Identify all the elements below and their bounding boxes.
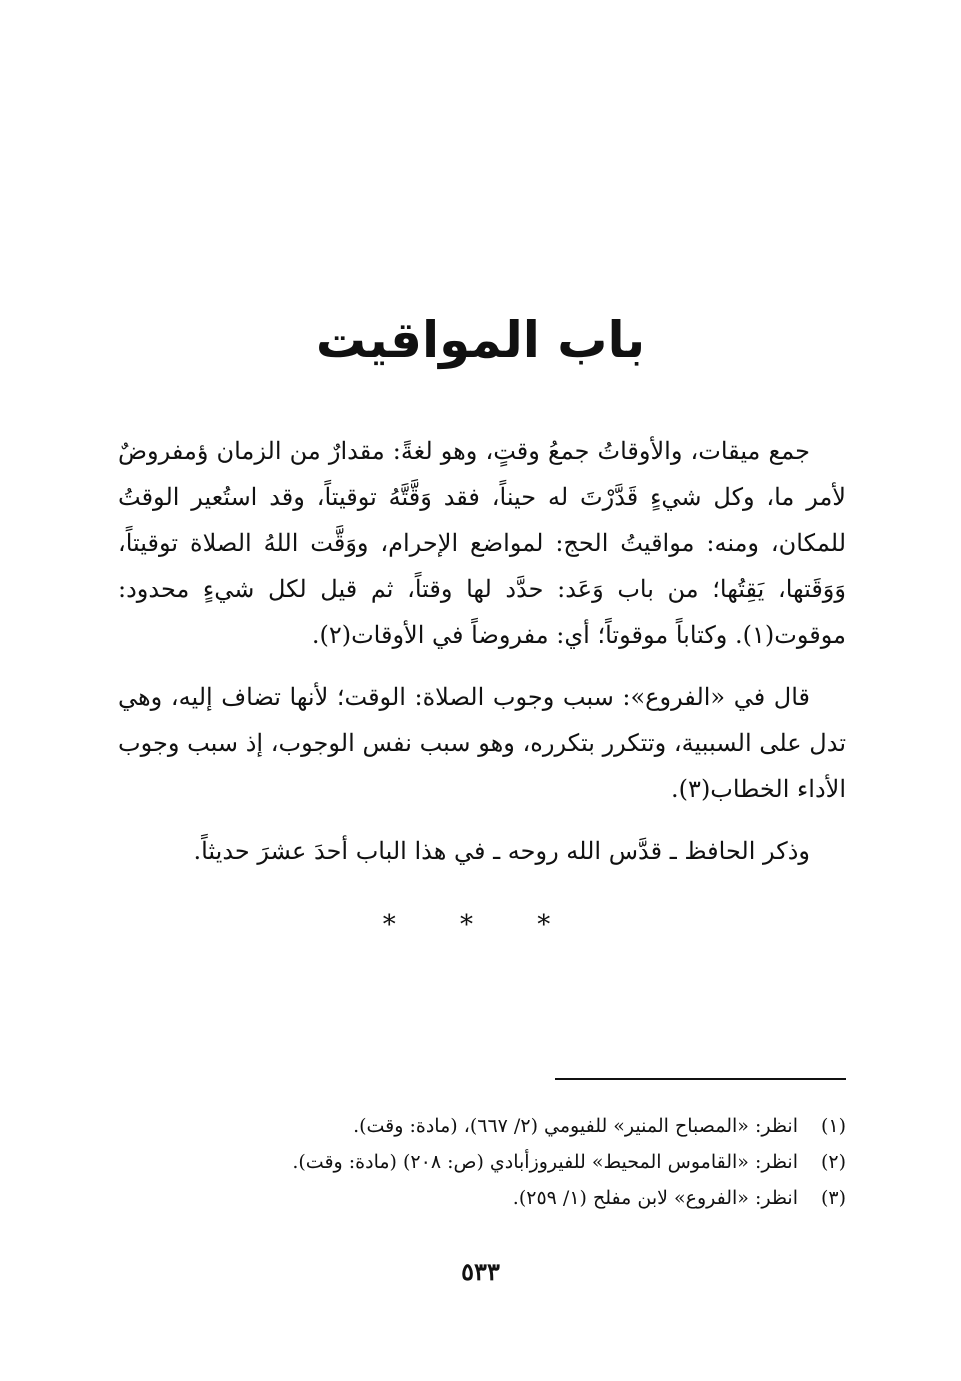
footnote-item — [118, 1180, 846, 1216]
main-text — [118, 428, 846, 890]
footnote-text: انظر: «المصباح المنير» للفيومي (٢/ ٦٦٧)، (مادة: وقت). — [353, 1115, 798, 1137]
chapter-title: باب المواقيت — [315, 311, 646, 369]
section-separator: * * * — [382, 910, 579, 940]
footnote-divider — [555, 1078, 846, 1080]
footnote-item — [118, 1108, 846, 1144]
page-number: ٥٣٣ — [461, 1257, 500, 1286]
paragraph: قال في «الفروع»: سبب وجوب الصلاة: الوقت؛ لأنها تضاف إليه، وهي تدل على السببية، وتتكرر بتكرره، وهو سبب نفس الوجوب، إذ سبب وجوب الأداء الخطاب(٣). — [118, 683, 846, 803]
footnote-number: (٢) — [820, 1151, 846, 1173]
footnote-text: انظر: «الفروع» لابن مفلح (١/ ٢٥٩). — [512, 1187, 798, 1209]
footnotes — [118, 1108, 846, 1216]
paragraph: جمع ميقات، والأوقاتُ جمعُ وقتٍ، وهو لغةً: مقدارٌ من الزمان ؤمفروضٌ لأمر ما، وكل شيءٍ قَدَّرْتَ له حيناً، فقد وَقَّتَّهُ توقيتاً، وقد استُعير الوقتُ للمكان، ومنه: مواقيتُ الحج: لمواضع الإحرام، ووَقَّت اللهُ الصلاة توقيتاً، وَوَقَتها، يَقِتُها؛ من باب وَعَد: حدَّد لها وقتاً، ثم قيل لكل شيءٍ محدود: موقوت(١). وكتاباً موقوتاً؛ أي: مفروضاً في الأوقات(٢). — [118, 437, 846, 649]
footnote-number: (١) — [820, 1115, 846, 1137]
paragraph: وذكر الحافظ ـ قدَّس الله روحه ـ في هذا الباب أحدَ عشرَ حديثاً. — [193, 837, 810, 865]
footnote-text: انظر: «القاموس المحيط» للفيروزأبادي (ص: ٢٠٨) (مادة: وقت). — [292, 1151, 798, 1173]
footnote-item — [118, 1144, 846, 1180]
footnote-number: (٣) — [820, 1187, 846, 1209]
